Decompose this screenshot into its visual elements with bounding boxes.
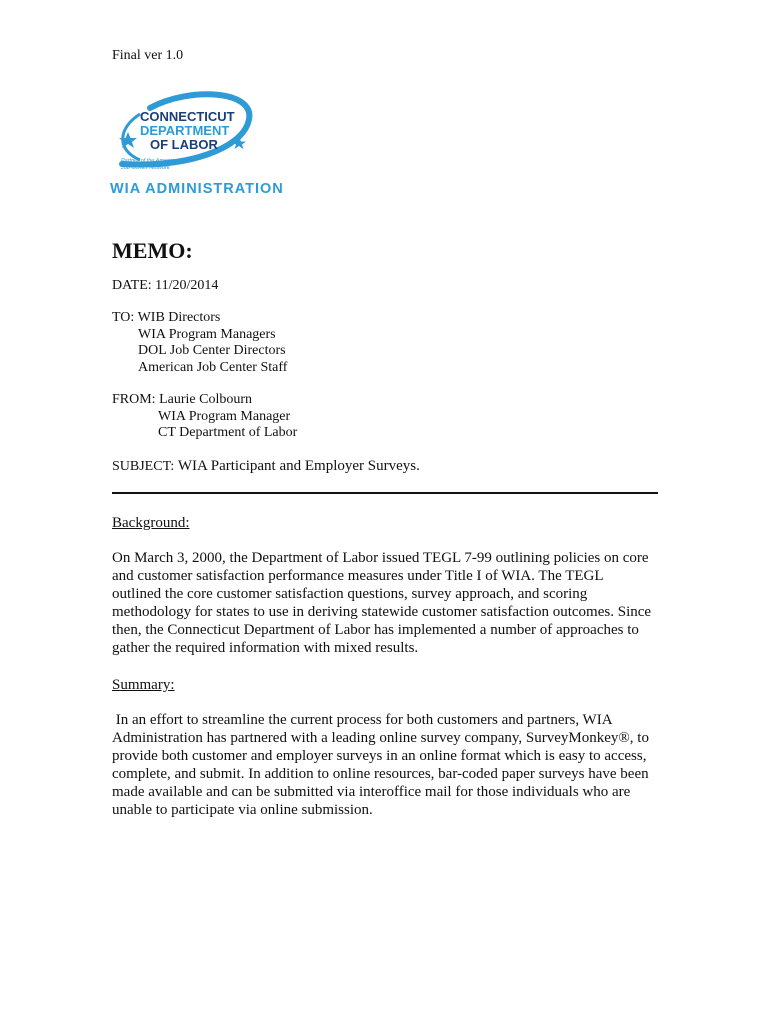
paragraph-line: Administration has partnered with a leading online survey company, SurveyMonkey®, to [112,730,649,746]
paragraph-line: complete, and submit. In addition to online resources, bar-coded paper surveys have been [112,766,649,782]
version-label: Final ver 1.0 [112,48,184,63]
summary-heading: Summary: [112,677,175,693]
logo-division: WIA ADMINISTRATION [110,181,284,197]
paragraph-line: and customer satisfaction performance measures under Title I of WIA. The TEGL [112,568,604,584]
paragraph-line: On March 3, 2000, the Department of Labor issued TEGL 7-99 outlining policies on core [112,550,649,566]
recipient: WIB Directors [137,310,221,325]
from-block [112,392,297,442]
paragraph-line: provide both customer and employer surveys in an online format which is easy to access, [112,748,647,764]
recipient: American Job Center Staff [138,359,288,375]
paragraph-line: then, the Connecticut Department of Labor has implemented a number of approaches to [112,622,639,638]
memo-title: MEMO: [112,238,193,263]
to-block [112,310,287,376]
subject-line [112,458,420,475]
logo-tagline-2: Job Center Network [121,165,170,171]
date-line: DATE: 11/20/2014 [112,278,219,293]
recipient: DOL Job Center Directors [138,343,286,358]
logo-tagline-1: Partner of the American [121,158,179,164]
recipient: WIA Program Managers [138,326,276,342]
sender-organization: CT Department of Labor [158,425,298,440]
paragraph-line: methodology for states to use in deriving statewide customer satisfaction outcomes. Since [112,604,652,620]
horizontal-divider [112,492,658,494]
paragraph-line: outlined the core customer satisfaction questions, survey approach, and scoring [112,586,588,602]
left-star-icon [119,132,137,148]
subject-text: WIA Participant and Employer Surveys. [177,458,420,474]
subject-label: SUBJECT: [112,459,175,474]
paragraph-line: In an effort to streamline the current process for both customers and partners, WIA [112,712,613,728]
paragraph-line: gather the required information with mixed results. [112,640,419,656]
background-heading: Background: [112,515,190,531]
background-paragraph [112,549,664,657]
logo-line-connecticut: CONNECTICUT [140,109,235,124]
ct-department-of-labor-logo [110,88,310,203]
sender-name: Laurie Colbourn [159,392,252,407]
paragraph-line: unable to participate via online submission. [112,802,373,818]
logo-line-of-labor: OF LABOR [150,137,218,152]
logo-line-department: DEPARTMENT [140,123,230,138]
from-label: FROM: [112,392,156,407]
summary-paragraph [112,711,664,819]
sender-title: WIA Program Manager [158,408,291,424]
to-label: TO: [112,310,135,325]
paragraph-line: made available and can be submitted via interoffice mail for those individuals who are [112,784,631,800]
